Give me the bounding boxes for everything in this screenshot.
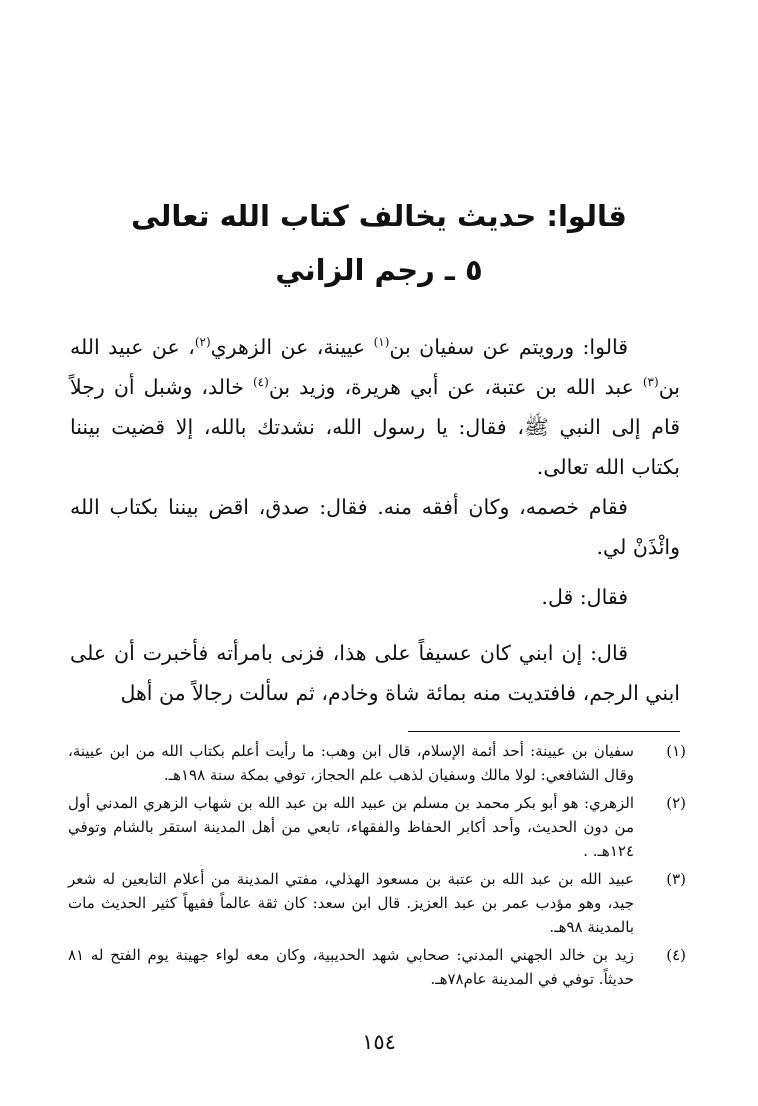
paragraph-text: فقام خصمه، وكان أفقه منه. فقال: صدق، اقض بيننا بكتاب الله وائْذَنْ لي. bbox=[70, 495, 680, 559]
paragraph-speak bbox=[70, 577, 680, 617]
footnote-number: (١) bbox=[666, 742, 686, 760]
footnote-number: (٣) bbox=[666, 870, 686, 888]
paragraph-story bbox=[70, 633, 680, 713]
paragraph-opponent bbox=[70, 487, 680, 567]
section-title: ٥ ـ رجم الزاني bbox=[275, 253, 483, 287]
footnote-item bbox=[68, 791, 686, 863]
footnote-text: زيد بن خالد الجهني المدني: صحابي شهد الحديبية، وكان معه لواء جهينة يوم الفتح له ٨١ حديثاً. توفي في المدينة عام٧٨هـ. bbox=[68, 946, 634, 988]
footnote-text: عبيد الله بن عبد الله بن عتبة بن مسعود الهذلي، مفتي المدينة من أعلام التابعين له شعر جيد، وهو مؤدب عمر بن عبد العزيز. قال ابن سعد: كان ثقة عالماً فقيهاً كثير الحديث مات بالمدينة ٩٨هـ. bbox=[68, 870, 634, 936]
paragraph-hadith-chain bbox=[70, 327, 680, 487]
paragraph-text: فقال: قل. bbox=[541, 585, 628, 609]
paragraph-text: قال: إن ابني كان عسيفاً على هذا، فزنى بامرأته فأخبرت أن على ابني الرجم، فافتديت منه بمائة شاة وخادم، ثم سألت رجالاً من أهل bbox=[70, 641, 680, 705]
footnote-ref-2[interactable]: (٢) bbox=[194, 335, 211, 350]
chapter-title: قالوا: حديث يخالف كتاب الله تعالى bbox=[131, 199, 627, 233]
footnote-number: (٢) bbox=[666, 794, 686, 812]
footnote-ref-4[interactable]: (٤) bbox=[252, 375, 269, 390]
footnote-divider bbox=[408, 731, 680, 732]
footnotes bbox=[68, 739, 686, 995]
page-number: ١٥٤ bbox=[362, 1030, 396, 1054]
paragraph-text: ، عن عبيد الله بن bbox=[70, 335, 680, 399]
footnote-item bbox=[68, 867, 686, 939]
paragraph-text: عبد الله بن عتبة، عن أبي هريرة، وزيد بن bbox=[268, 375, 643, 399]
paragraph-text: خالد، وشبل أن رجلاً قام إلى النبي ﷺ، فقال: يا رسول الله، نشدتك بالله، إلا قضيت بيننا بكتاب الله تعالى. bbox=[70, 375, 680, 479]
footnote-number: (٤) bbox=[666, 946, 686, 964]
footnote-ref-1[interactable]: (١) bbox=[373, 335, 390, 350]
footnote-text: سفيان بن عيينة: أحد أئمة الإسلام، قال ابن وهب: ما رأيت أعلم بكتاب الله من ابن عيينة، وقال الشافعي: لولا مالك وسفيان لذهب علم الحجاز، توفي بمكة سنة ١٩٨هـ. bbox=[68, 742, 634, 784]
footnote-ref-3[interactable]: (٣) bbox=[642, 375, 659, 390]
footnote-item bbox=[68, 943, 686, 991]
paragraph-text: عيينة، عن الزهري bbox=[210, 335, 374, 359]
paragraph-text: قالوا: ورويتم عن سفيان بن bbox=[389, 335, 628, 359]
footnote-item bbox=[68, 739, 686, 787]
footnote-text: الزهري: هو أبو بكر محمد بن مسلم بن عبيد الله بن عبد الله بن شهاب الزهري المدني أول من دون الحديث، وأحد أكابر الحفاظ والفقهاء، تابعي من أهل المدينة استقر بالشام وتوفي ١٢٤هـ. . bbox=[68, 794, 634, 860]
